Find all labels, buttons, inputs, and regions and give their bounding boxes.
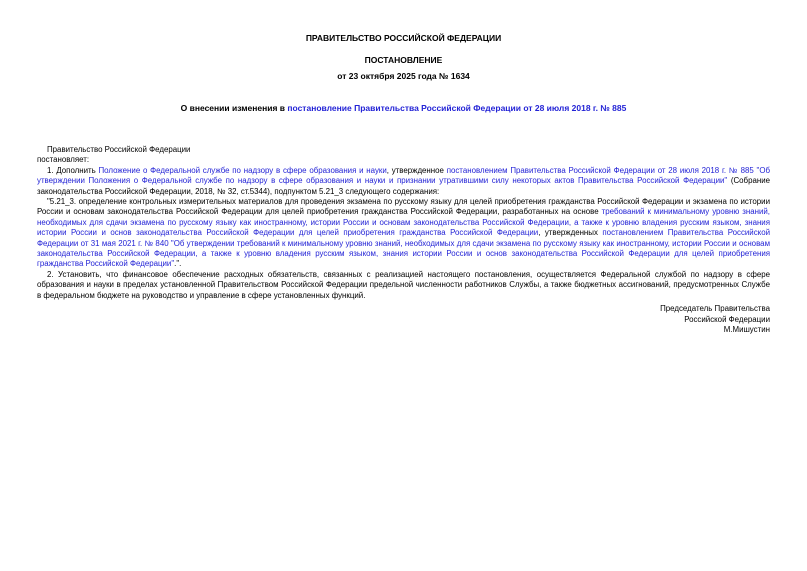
document-body [37,145,770,335]
paragraph-1-text-1: 1. Дополнить [47,165,99,175]
paragraph-quote-text-1: "5.21_3. определение контрольных измерительных материалов для проведения экзамена по русскому языку для целей приобретения гражданства Российской Федерации и экзамена по истории России и основам законодательства Российской Федерации для целей приобретения гражданства Российской Федерации, разработанных на основе [37,197,770,217]
document-title-link-resolution-885[interactable]: постановление Правительства Российской Федерации от 28 июля 2018 г. № 885 [287,103,627,113]
paragraph-quote-text-2: , утвержденных [538,228,603,238]
header-date-number: от 23 октября 2025 года № 1634 [337,71,470,81]
paragraph-1-text-3: (Собрание законодательства Российской Федерации, 2018, № 32, ст.5344), подпунктом 5.21_3 следующего содержания: [37,176,770,196]
paragraph-1-link-resolution-885[interactable]: постановлением Правительства Российской Федерации от 28 июля 2018 г. № 885 "Об утверждении Положения о Федеральной службе по надзору в сфере образования и науки и признании утратившими силу некоторых актов Правительства Российской Федерации" [37,165,771,186]
header-government: ПРАВИТЕЛЬСТВО РОССИЙСКОЙ ФЕДЕРАЦИИ [305,33,502,43]
paragraph-1 [37,166,770,197]
document-title-text: О внесении изменения в [180,103,288,113]
signature-name: М.Мишустин [723,324,770,334]
signature-position-line-1: Председатель Правительства [660,304,770,314]
paragraph-1-text-2: , утвержденное [386,165,447,175]
body-intro-line-1: Правительство Российской Федерации [47,145,191,154]
paragraph-quote-link-resolution-840[interactable]: постановлением Правительства Российской Федерации от 31 мая 2021 г. № 840 "Об утверждении требований к минимальному уровню знаний, необходимых для сдачи экзамена по русскому языку как иностранному, истории России и основам законодательства Российской Федерации, а также к уровню владения русским языком, знания истории России и основ законодательства Российской Федерации для целей приобретения гражданства Российской Федерации" [37,228,770,269]
paragraph-quote-link-requirements[interactable]: требований к минимальному уровню знаний, необходимых для сдачи экзамена по русскому языку как иностранному, истории России и основам законодательства Российской Федерации, а также к уровню владения русским языком, знания истории России и основ законодательства Российской Федерации для целей приобретения гражданства Российской Федерации [37,207,770,238]
signature-position-line-2: Российской Федерации [684,314,770,324]
signature-block [37,304,770,335]
paragraph-quote-text-3: .". [174,259,182,269]
paragraph-quoted-subitem [37,197,770,270]
header-doc-type: ПОСТАНОВЛЕНИЕ [364,55,443,65]
paragraph-1-link-regulation[interactable]: Положение о Федеральной службе по надзору в сфере образования и науки [98,165,387,175]
document-title [0,103,807,114]
paragraph-2: 2. Установить, что финансовое обеспечение расходных обязательств, связанных с реализацией настоящего постановления, осуществляется Федеральной службой по надзору в сфере образования и науки в пределах установленной Правительством Российской Федерации предельной численности работников Службы, а также бюджетных ассигнований, предусмотренных Службе в федеральном бюджете на руководство и управление в сфере установленных функций. [37,269,770,300]
body-intro-line-2: постановляет: [37,155,90,165]
